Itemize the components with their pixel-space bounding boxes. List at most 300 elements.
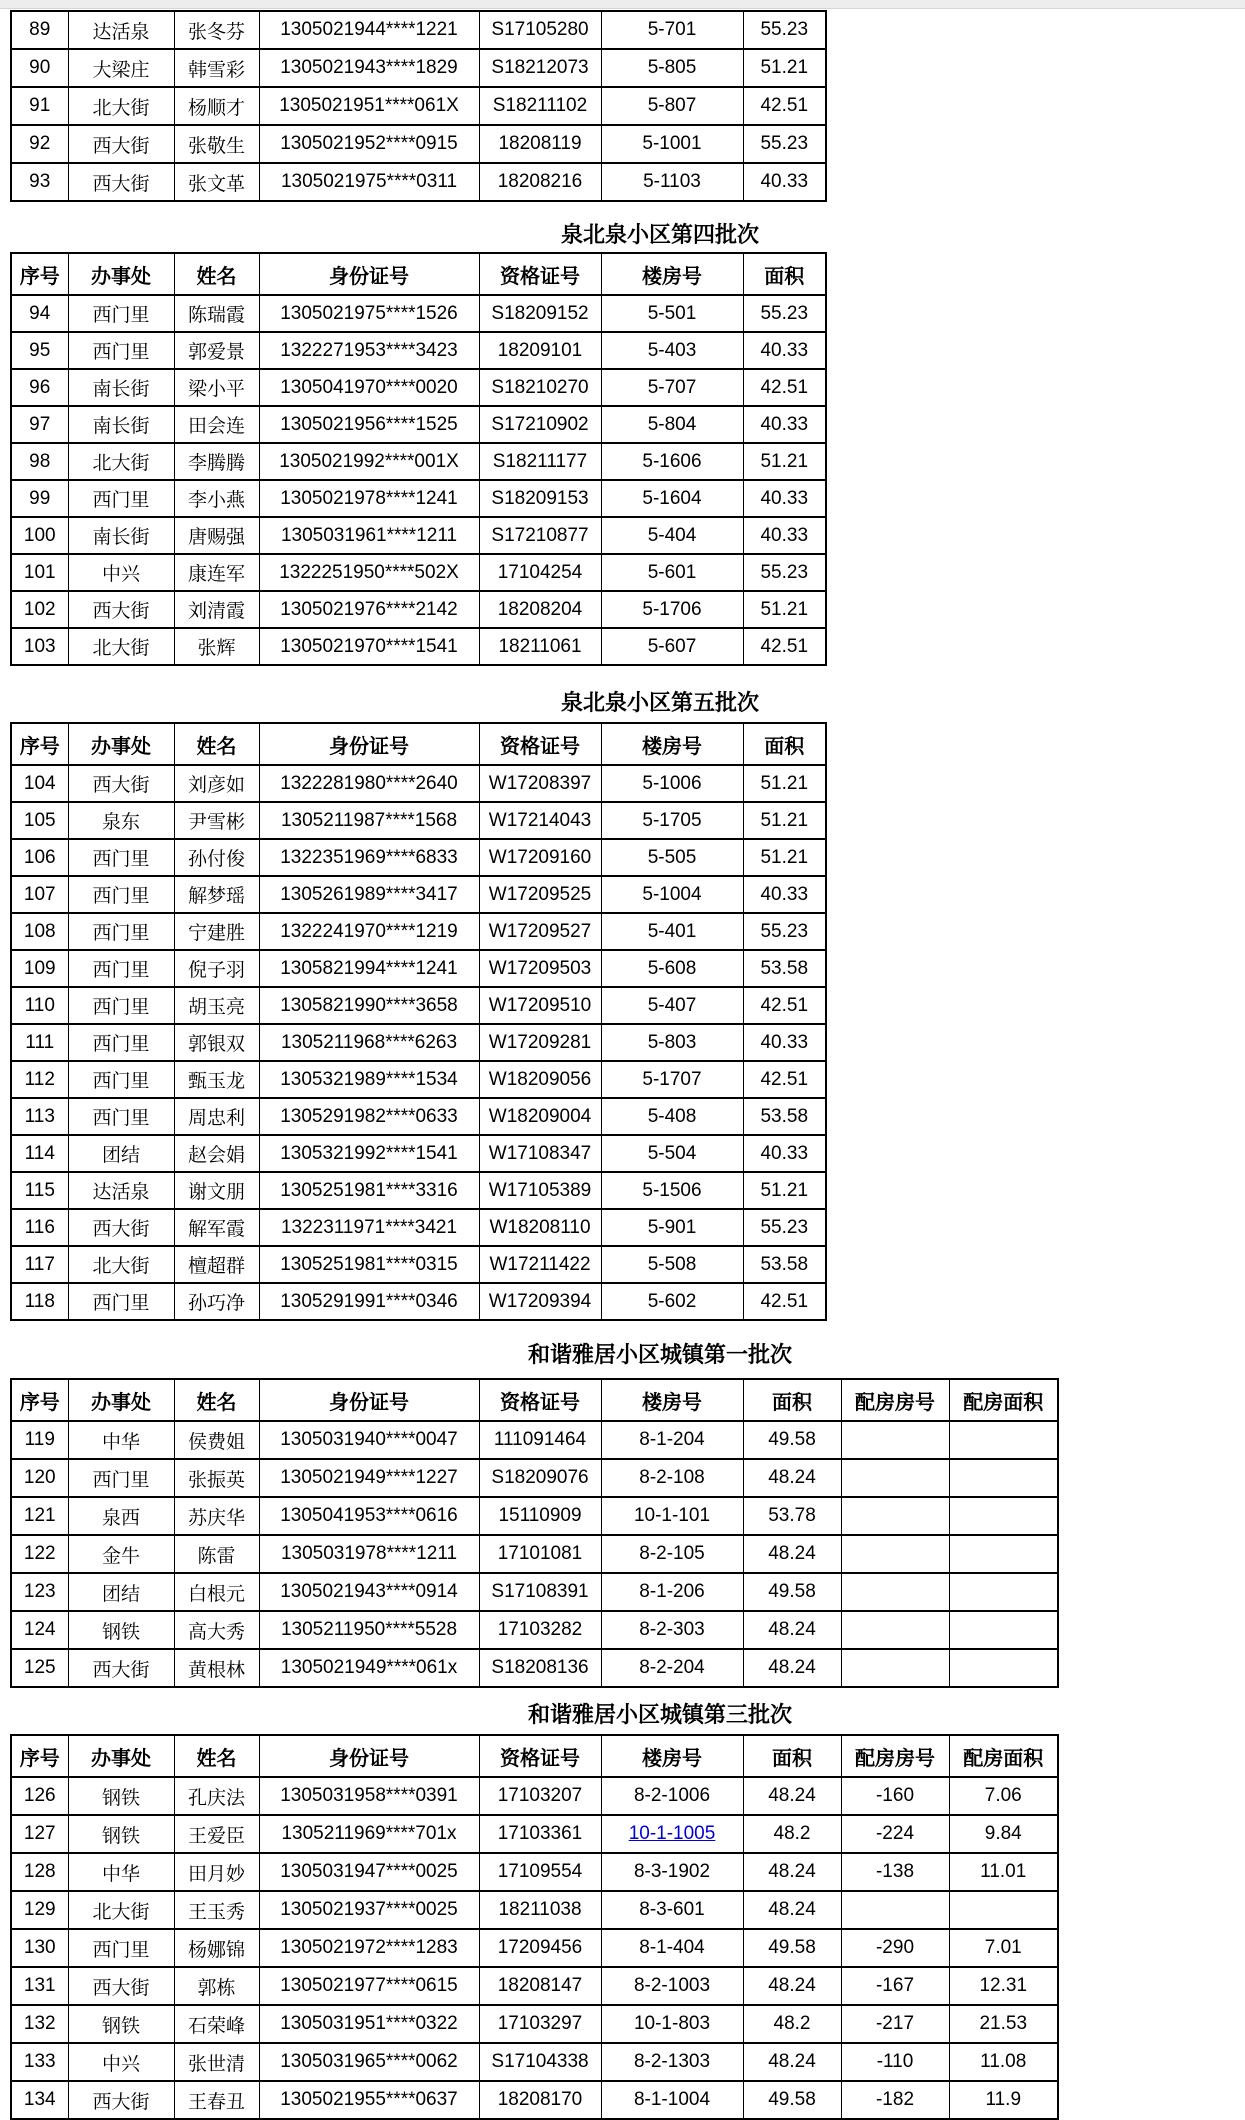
cell-area: 40.33	[743, 517, 826, 554]
cell-area: 42.51	[743, 1283, 826, 1320]
cell-name: 郭栋	[174, 1967, 259, 2005]
col-header-no: 序号	[11, 1379, 68, 1421]
cell-office: 北大街	[68, 1246, 174, 1283]
cell-cert-number: S18209076	[479, 1459, 601, 1497]
cell-no: 106	[11, 839, 68, 876]
cell-no: 114	[11, 1135, 68, 1172]
cell-name: 张冬芬	[174, 11, 259, 49]
cell-name: 白根元	[174, 1573, 259, 1611]
cell-no: 102	[11, 591, 68, 628]
cell-id-number: 1305211969****701x	[259, 1815, 479, 1853]
cell-cert-number: W17209527	[479, 913, 601, 950]
cell-no: 122	[11, 1535, 68, 1573]
cell-room-number: 5-608	[601, 950, 743, 987]
cell-cert-number: W17209281	[479, 1024, 601, 1061]
cell-no: 125	[11, 1649, 68, 1687]
cell-name: 高大秀	[174, 1611, 259, 1649]
col-header-alloc-room: 配房房号	[841, 1735, 949, 1777]
table-row	[11, 1853, 1058, 1891]
cell-alloc-room: -138	[841, 1853, 949, 1891]
table-row	[11, 2081, 1058, 2119]
cell-cert-number: S17108391	[479, 1573, 601, 1611]
cell-name: 韩雪彩	[174, 49, 259, 87]
cell-area: 55.23	[743, 554, 826, 591]
cell-name: 甄玉龙	[174, 1061, 259, 1098]
cell-office: 钢铁	[68, 2005, 174, 2043]
cell-no: 130	[11, 1929, 68, 1967]
table-row	[11, 1649, 1058, 1687]
cell-area: 51.21	[743, 839, 826, 876]
col-header-area: 面积	[743, 723, 826, 765]
cell-name: 侯费姐	[174, 1421, 259, 1459]
table-row	[11, 2043, 1058, 2081]
page-top-strip	[0, 0, 1245, 9]
cell-room-number: 8-2-1303	[601, 2043, 743, 2081]
table-row	[11, 1459, 1058, 1497]
cell-alloc-room	[841, 1535, 949, 1573]
cell-office: 西大街	[68, 125, 174, 163]
cell-id-number: 1322281980****2640	[259, 765, 479, 802]
cell-cert-number: 17103361	[479, 1815, 601, 1853]
cell-alloc-room: -224	[841, 1815, 949, 1853]
cell-room-number: 8-2-108	[601, 1459, 743, 1497]
cell-office: 泉西	[68, 1497, 174, 1535]
header-row	[11, 1735, 1058, 1777]
cell-office: 钢铁	[68, 1777, 174, 1815]
cell-area: 55.23	[743, 913, 826, 950]
cell-area: 51.21	[743, 1172, 826, 1209]
cell-no: 113	[11, 1098, 68, 1135]
col-header-cert-number: 资格证号	[479, 253, 601, 295]
table-row	[11, 332, 826, 369]
cell-name: 杨娜锦	[174, 1929, 259, 1967]
cell-cert-number: 17109554	[479, 1853, 601, 1891]
col-header-name: 姓名	[174, 1735, 259, 1777]
cell-id-number: 1305321992****1541	[259, 1135, 479, 1172]
cell-cert-number: S18211102	[479, 87, 601, 125]
cell-cert-number: 18208204	[479, 591, 601, 628]
cell-office: 泉东	[68, 802, 174, 839]
cell-name: 孙付俊	[174, 839, 259, 876]
cell-area: 49.58	[743, 1929, 841, 1967]
cell-alloc-area: 21.53	[949, 2005, 1058, 2043]
cell-area: 55.23	[743, 11, 826, 49]
cell-room-number: 5-1606	[601, 443, 743, 480]
cell-cert-number: W17209394	[479, 1283, 601, 1320]
col-header-alloc-area: 配房面积	[949, 1379, 1058, 1421]
cell-room-number: 8-2-105	[601, 1535, 743, 1573]
cell-no: 92	[11, 125, 68, 163]
cell-cert-number: 18208147	[479, 1967, 601, 2005]
cell-cert-number: 111091464	[479, 1421, 601, 1459]
cell-no: 127	[11, 1815, 68, 1853]
cell-no: 100	[11, 517, 68, 554]
cell-alloc-area: 12.31	[949, 1967, 1058, 2005]
cell-name: 杨顺才	[174, 87, 259, 125]
cell-office: 西大街	[68, 765, 174, 802]
cell-cert-number: W17209525	[479, 876, 601, 913]
cell-name: 张辉	[174, 628, 259, 665]
cell-area: 48.24	[743, 1967, 841, 2005]
table-row	[11, 443, 826, 480]
cell-cert-number: 18211038	[479, 1891, 601, 1929]
cell-cert-number: W18209004	[479, 1098, 601, 1135]
cell-cert-number: W17209160	[479, 839, 601, 876]
cell-alloc-area	[949, 1535, 1058, 1573]
cell-no: 107	[11, 876, 68, 913]
cell-cert-number: S17210877	[479, 517, 601, 554]
cell-office: 西门里	[68, 1459, 174, 1497]
cell-alloc-area	[949, 1649, 1058, 1687]
cell-id-number: 1305031965****0062	[259, 2043, 479, 2081]
cell-name: 梁小平	[174, 369, 259, 406]
col-header-office: 办事处	[68, 253, 174, 295]
cell-id-number: 1305021975****1526	[259, 295, 479, 332]
cell-cert-number: 15110909	[479, 1497, 601, 1535]
table-row	[11, 628, 826, 665]
table-row	[11, 1209, 826, 1246]
cell-office: 中兴	[68, 554, 174, 591]
col-header-area: 面积	[743, 253, 826, 295]
cell-area: 49.58	[743, 1421, 841, 1459]
cell-cert-number: S18211177	[479, 443, 601, 480]
cell-room-number: 5-404	[601, 517, 743, 554]
cell-id-number: 1322311971****3421	[259, 1209, 479, 1246]
cell-area: 42.51	[743, 1061, 826, 1098]
cell-no: 101	[11, 554, 68, 591]
cell-name: 赵会娟	[174, 1135, 259, 1172]
cell-id-number: 1305021949****061x	[259, 1649, 479, 1687]
cell-name: 郭爱景	[174, 332, 259, 369]
cell-office: 中兴	[68, 2043, 174, 2081]
cell-cert-number: S18209153	[479, 480, 601, 517]
table-row	[11, 1891, 1058, 1929]
cell-id-number: 1305021949****1227	[259, 1459, 479, 1497]
col-header-no: 序号	[11, 1735, 68, 1777]
col-header-office: 办事处	[68, 1379, 174, 1421]
col-header-no: 序号	[11, 723, 68, 765]
table-row	[11, 1497, 1058, 1535]
cell-no: 104	[11, 765, 68, 802]
cell-name: 孔庆法	[174, 1777, 259, 1815]
cell-alloc-area: 7.06	[949, 1777, 1058, 1815]
cell-id-number: 1305021955****0637	[259, 2081, 479, 2119]
cell-no: 115	[11, 1172, 68, 1209]
cell-office: 西门里	[68, 480, 174, 517]
header-row	[11, 1379, 1058, 1421]
col-header-room-number: 楼房号	[601, 253, 743, 295]
header-row	[11, 253, 826, 295]
cell-alloc-area: 9.84	[949, 1815, 1058, 1853]
cell-id-number: 1305021943****1829	[259, 49, 479, 87]
cell-office: 西大街	[68, 163, 174, 201]
cell-room-number: 8-1-404	[601, 1929, 743, 1967]
allocation-table-quanbeiquan-batch4	[10, 252, 827, 666]
cell-no: 128	[11, 1853, 68, 1891]
cell-room-number: 5-804	[601, 406, 743, 443]
col-header-id-number: 身份证号	[259, 1379, 479, 1421]
cell-alloc-area	[949, 1497, 1058, 1535]
table-row	[11, 1098, 826, 1135]
cell-office: 南长街	[68, 517, 174, 554]
col-header-alloc-area: 配房面积	[949, 1735, 1058, 1777]
cell-no: 103	[11, 628, 68, 665]
cell-room-number: 8-3-1902	[601, 1853, 743, 1891]
cell-room-number: 5-1604	[601, 480, 743, 517]
table-row	[11, 1967, 1058, 2005]
table-row	[11, 802, 826, 839]
cell-alloc-room: -160	[841, 1777, 949, 1815]
cell-cert-number: W17209503	[479, 950, 601, 987]
cell-name: 刘彦如	[174, 765, 259, 802]
cell-no: 91	[11, 87, 68, 125]
cell-area: 48.24	[743, 1535, 841, 1573]
table-row	[11, 11, 826, 49]
col-header-area: 面积	[743, 1735, 841, 1777]
cell-cert-number: 17103282	[479, 1611, 601, 1649]
cell-no: 118	[11, 1283, 68, 1320]
cell-office: 达活泉	[68, 1172, 174, 1209]
cell-no: 97	[11, 406, 68, 443]
cell-id-number: 1305211987****1568	[259, 802, 479, 839]
cell-name: 黄根林	[174, 1649, 259, 1687]
cell-name: 解军霞	[174, 1209, 259, 1246]
col-header-room-number: 楼房号	[601, 723, 743, 765]
cell-area: 48.24	[743, 1459, 841, 1497]
cell-cert-number: S17210902	[479, 406, 601, 443]
cell-office: 西门里	[68, 987, 174, 1024]
cell-area: 48.2	[743, 1815, 841, 1853]
table-row	[11, 913, 826, 950]
cell-room-number: 5-508	[601, 1246, 743, 1283]
cell-cert-number: S18212073	[479, 49, 601, 87]
cell-cert-number: W17211422	[479, 1246, 601, 1283]
cell-room-number: 5-707	[601, 369, 743, 406]
cell-office: 西大街	[68, 1209, 174, 1246]
cell-area: 51.21	[743, 765, 826, 802]
cell-no: 134	[11, 2081, 68, 2119]
allocation-table-hexieyaju-batch1	[10, 1378, 1059, 1688]
cell-cert-number: W17214043	[479, 802, 601, 839]
cell-alloc-area: 11.01	[949, 1853, 1058, 1891]
cell-room-number: 5-1006	[601, 765, 743, 802]
table-row	[11, 1135, 826, 1172]
table-row	[11, 295, 826, 332]
cell-name: 王玉秀	[174, 1891, 259, 1929]
col-header-room-number: 楼房号	[601, 1379, 743, 1421]
table-row	[11, 517, 826, 554]
cell-cert-number: 18209101	[479, 332, 601, 369]
cell-area: 48.24	[743, 2043, 841, 2081]
table-row	[11, 87, 826, 125]
table-row	[11, 554, 826, 591]
cell-room-number	[601, 1815, 743, 1853]
cell-cert-number: W17105389	[479, 1172, 601, 1209]
cell-name: 王春丑	[174, 2081, 259, 2119]
cell-office: 北大街	[68, 87, 174, 125]
cell-alloc-room	[841, 1573, 949, 1611]
cell-room-number: 5-505	[601, 839, 743, 876]
col-header-name: 姓名	[174, 1379, 259, 1421]
cell-room-number: 5-701	[601, 11, 743, 49]
col-header-cert-number: 资格证号	[479, 1735, 601, 1777]
cell-office: 中华	[68, 1853, 174, 1891]
cell-no: 131	[11, 1967, 68, 2005]
cell-no: 105	[11, 802, 68, 839]
cell-id-number: 1305031947****0025	[259, 1853, 479, 1891]
cell-office: 西门里	[68, 1098, 174, 1135]
col-header-name: 姓名	[174, 253, 259, 295]
header-row	[11, 723, 826, 765]
cell-alloc-room: -217	[841, 2005, 949, 2043]
cell-name: 郭银双	[174, 1024, 259, 1061]
cell-area: 55.23	[743, 1209, 826, 1246]
cell-room-number: 8-1-206	[601, 1573, 743, 1611]
cell-name: 唐赐强	[174, 517, 259, 554]
cell-area: 48.2	[743, 2005, 841, 2043]
cell-office: 西门里	[68, 332, 174, 369]
table-row	[11, 480, 826, 517]
cell-name: 尹雪彬	[174, 802, 259, 839]
cell-office: 金牛	[68, 1535, 174, 1573]
cell-no: 117	[11, 1246, 68, 1283]
cell-no: 129	[11, 1891, 68, 1929]
cell-id-number: 1305041953****0616	[259, 1497, 479, 1535]
cell-id-number: 1305021972****1283	[259, 1929, 479, 1967]
cell-name: 苏庆华	[174, 1497, 259, 1535]
cell-office: 北大街	[68, 1891, 174, 1929]
table-row	[11, 1172, 826, 1209]
table-row	[11, 2005, 1058, 2043]
col-header-id-number: 身份证号	[259, 723, 479, 765]
cell-name: 石荣峰	[174, 2005, 259, 2043]
cell-name: 田会连	[174, 406, 259, 443]
cell-name: 李小燕	[174, 480, 259, 517]
cell-area: 53.58	[743, 950, 826, 987]
cell-room-number: 5-501	[601, 295, 743, 332]
col-header-office: 办事处	[68, 723, 174, 765]
allocation-table-quanbeiquan-batch5	[10, 722, 827, 1321]
cell-cert-number: S17104338	[479, 2043, 601, 2081]
cell-area: 40.33	[743, 163, 826, 201]
cell-area: 42.51	[743, 369, 826, 406]
cell-alloc-room: -167	[841, 1967, 949, 2005]
cell-id-number: 1305021951****061X	[259, 87, 479, 125]
cell-area: 42.51	[743, 987, 826, 1024]
cell-name: 檀超群	[174, 1246, 259, 1283]
table-row	[11, 950, 826, 987]
cell-office: 西门里	[68, 950, 174, 987]
cell-alloc-area: 7.01	[949, 1929, 1058, 1967]
table-row	[11, 1421, 1058, 1459]
col-header-room-number: 楼房号	[601, 1735, 743, 1777]
col-header-cert-number: 资格证号	[479, 1379, 601, 1421]
cell-cert-number: W17208397	[479, 765, 601, 802]
cell-name: 倪子羽	[174, 950, 259, 987]
col-header-name: 姓名	[174, 723, 259, 765]
cell-id-number: 1305031958****0391	[259, 1777, 479, 1815]
table-row	[11, 1777, 1058, 1815]
room-number-link[interactable]: 10-1-1005	[628, 1823, 716, 1844]
cell-area: 51.21	[743, 443, 826, 480]
cell-no: 111	[11, 1024, 68, 1061]
table-row	[11, 125, 826, 163]
cell-cert-number: S18208136	[479, 1649, 601, 1687]
cell-alloc-room	[841, 1611, 949, 1649]
cell-no: 109	[11, 950, 68, 987]
cell-id-number: 1305321989****1534	[259, 1061, 479, 1098]
cell-room-number: 5-1707	[601, 1061, 743, 1098]
cell-room-number: 5-803	[601, 1024, 743, 1061]
cell-office: 团结	[68, 1135, 174, 1172]
cell-name: 王爱臣	[174, 1815, 259, 1853]
cell-room-number: 5-1004	[601, 876, 743, 913]
cell-id-number: 1305021956****1525	[259, 406, 479, 443]
cell-no: 94	[11, 295, 68, 332]
cell-alloc-room	[841, 1497, 949, 1535]
cell-cert-number: 17103207	[479, 1777, 601, 1815]
cell-name: 张文革	[174, 163, 259, 201]
cell-no: 123	[11, 1573, 68, 1611]
col-header-area: 面积	[743, 1379, 841, 1421]
cell-id-number: 1305021970****1541	[259, 628, 479, 665]
table-row	[11, 49, 826, 87]
table-row	[11, 406, 826, 443]
cell-room-number: 5-504	[601, 1135, 743, 1172]
cell-cert-number: 17101081	[479, 1535, 601, 1573]
cell-no: 119	[11, 1421, 68, 1459]
cell-room-number: 8-2-204	[601, 1649, 743, 1687]
col-header-cert-number: 资格证号	[479, 723, 601, 765]
cell-name: 张敬生	[174, 125, 259, 163]
cell-room-number: 8-2-303	[601, 1611, 743, 1649]
table-row	[11, 839, 826, 876]
cell-office: 西大街	[68, 1649, 174, 1687]
cell-name: 周忠利	[174, 1098, 259, 1135]
cell-area: 49.58	[743, 2081, 841, 2119]
cell-room-number: 5-602	[601, 1283, 743, 1320]
cell-alloc-area: 11.9	[949, 2081, 1058, 2119]
cell-office: 南长街	[68, 406, 174, 443]
cell-alloc-area	[949, 1459, 1058, 1497]
table-row	[11, 1061, 826, 1098]
cell-office: 北大街	[68, 628, 174, 665]
cell-area: 40.33	[743, 480, 826, 517]
cell-no: 108	[11, 913, 68, 950]
cell-room-number: 8-3-601	[601, 1891, 743, 1929]
section-title-hexieyaju-batch1: 和谐雅居小区城镇第一批次	[527, 1342, 792, 1367]
section-title-hexieyaju-batch3: 和谐雅居小区城镇第三批次	[527, 1702, 792, 1727]
cell-room-number: 5-401	[601, 913, 743, 950]
cell-room-number: 5-607	[601, 628, 743, 665]
cell-area: 49.58	[743, 1573, 841, 1611]
cell-name: 陈瑞霞	[174, 295, 259, 332]
cell-id-number: 1322271953****3423	[259, 332, 479, 369]
cell-id-number: 1305211968****6263	[259, 1024, 479, 1061]
cell-alloc-area	[949, 1573, 1058, 1611]
cell-id-number: 1305211950****5528	[259, 1611, 479, 1649]
table-row	[11, 1535, 1058, 1573]
cell-no: 93	[11, 163, 68, 201]
cell-office: 大梁庄	[68, 49, 174, 87]
cell-alloc-room: -110	[841, 2043, 949, 2081]
cell-name: 谢文朋	[174, 1172, 259, 1209]
cell-no: 124	[11, 1611, 68, 1649]
table-row	[11, 591, 826, 628]
cell-cert-number: 17104254	[479, 554, 601, 591]
cell-id-number: 1322241970****1219	[259, 913, 479, 950]
cell-name: 陈雷	[174, 1535, 259, 1573]
